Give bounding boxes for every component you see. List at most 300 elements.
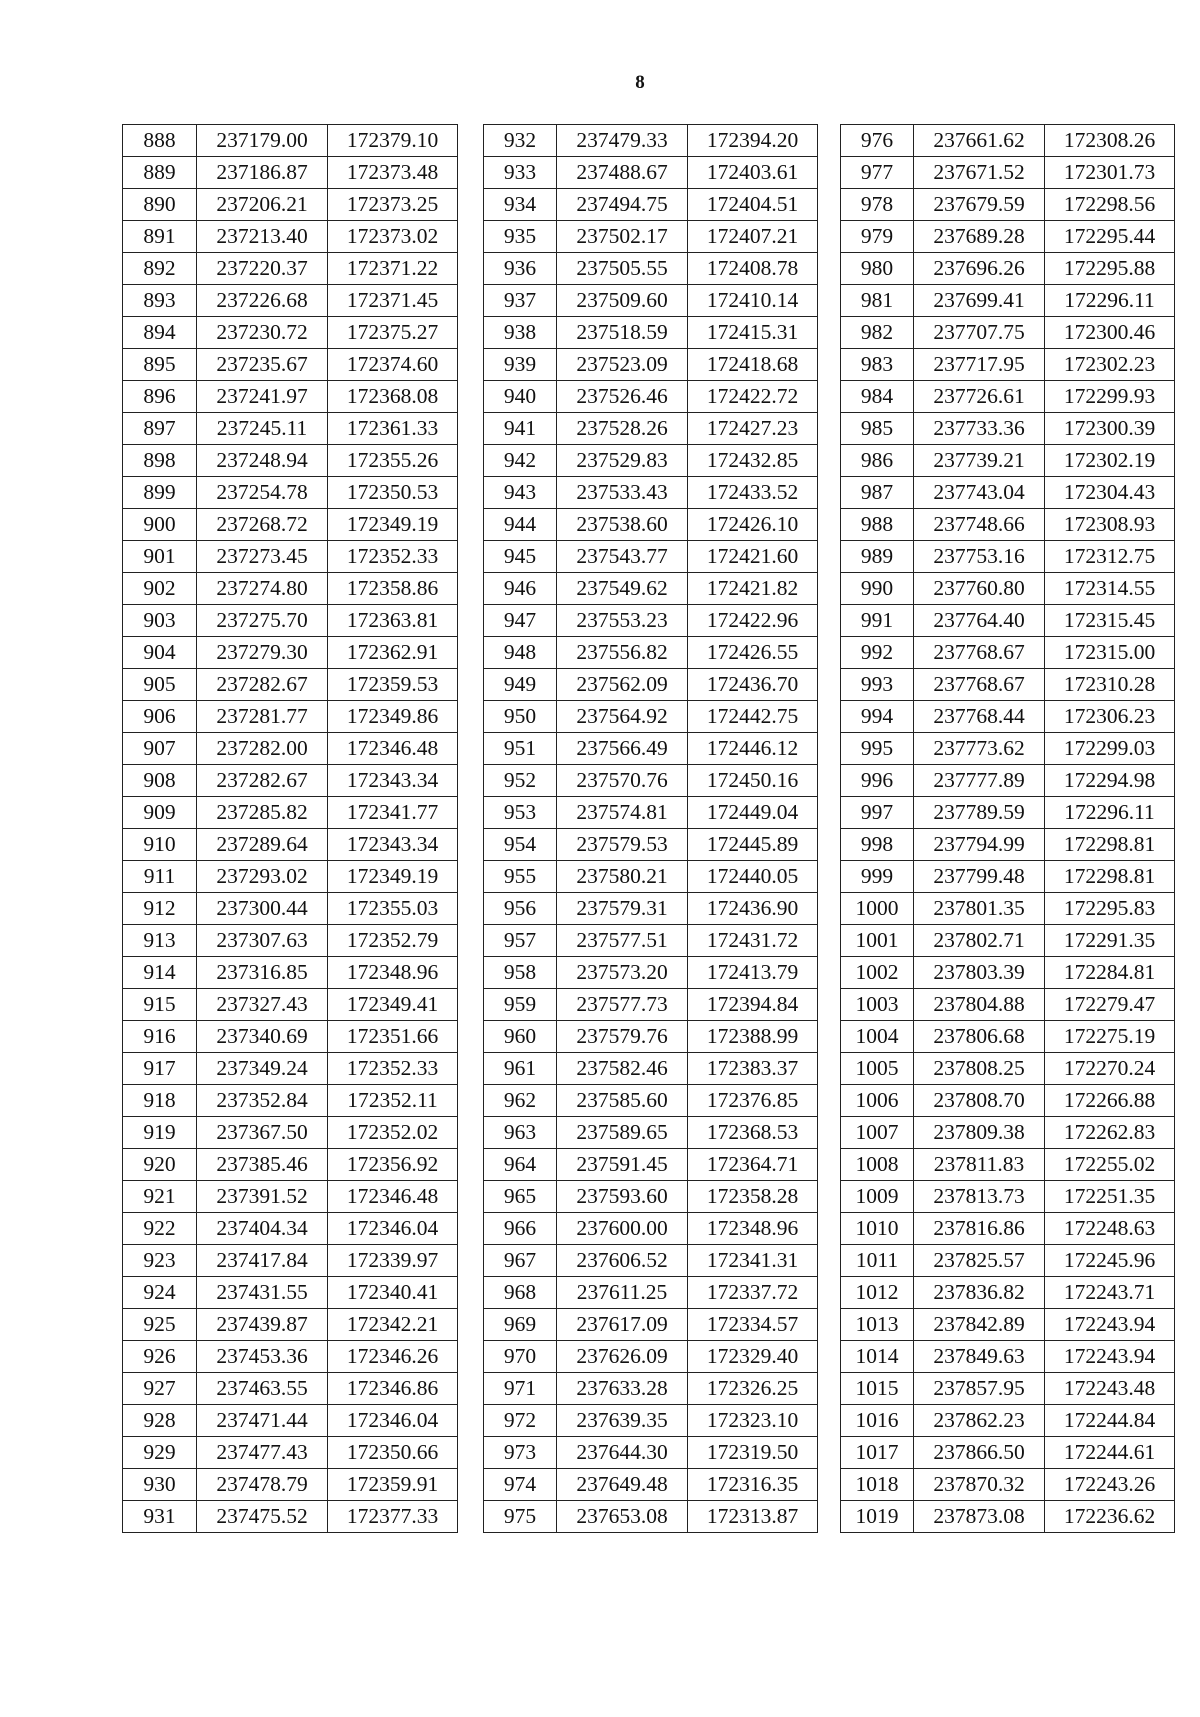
- point-number-cell: 975: [484, 1501, 557, 1533]
- y-coordinate-cell: 172383.37: [688, 1053, 818, 1085]
- table-row: [123, 669, 458, 701]
- table-row: [841, 317, 1175, 349]
- x-coordinate-cell: 237431.55: [197, 1277, 328, 1309]
- point-number-cell: 1014: [841, 1341, 914, 1373]
- y-coordinate-cell: 172343.34: [328, 829, 458, 861]
- x-coordinate-cell: 237340.69: [197, 1021, 328, 1053]
- table-row: [841, 1277, 1175, 1309]
- x-coordinate-cell: 237556.82: [557, 637, 688, 669]
- coordinates-table-3: [840, 124, 1175, 1533]
- point-number-cell: 955: [484, 861, 557, 893]
- point-number-cell: 996: [841, 765, 914, 797]
- x-coordinate-cell: 237857.95: [914, 1373, 1045, 1405]
- x-coordinate-cell: 237589.65: [557, 1117, 688, 1149]
- x-coordinate-cell: 237518.59: [557, 317, 688, 349]
- y-coordinate-cell: 172295.88: [1045, 253, 1175, 285]
- x-coordinate-cell: 237862.23: [914, 1405, 1045, 1437]
- x-coordinate-cell: 237777.89: [914, 765, 1045, 797]
- y-coordinate-cell: 172376.85: [688, 1085, 818, 1117]
- x-coordinate-cell: 237696.26: [914, 253, 1045, 285]
- x-coordinate-cell: 237463.55: [197, 1373, 328, 1405]
- y-coordinate-cell: 172346.48: [328, 1181, 458, 1213]
- y-coordinate-cell: 172340.41: [328, 1277, 458, 1309]
- y-coordinate-cell: 172363.81: [328, 605, 458, 637]
- x-coordinate-cell: 237639.35: [557, 1405, 688, 1437]
- y-coordinate-cell: 172245.96: [1045, 1245, 1175, 1277]
- point-number-cell: 974: [484, 1469, 557, 1501]
- x-coordinate-cell: 237529.83: [557, 445, 688, 477]
- x-coordinate-cell: 237282.67: [197, 765, 328, 797]
- y-coordinate-cell: 172291.35: [1045, 925, 1175, 957]
- point-number-cell: 913: [123, 925, 197, 957]
- point-number-cell: 951: [484, 733, 557, 765]
- y-coordinate-cell: 172442.75: [688, 701, 818, 733]
- table-row: [841, 1501, 1175, 1533]
- y-coordinate-cell: 172243.71: [1045, 1277, 1175, 1309]
- table-row: [123, 861, 458, 893]
- point-number-cell: 938: [484, 317, 557, 349]
- table-row: [123, 1053, 458, 1085]
- x-coordinate-cell: 237873.08: [914, 1501, 1045, 1533]
- point-number-cell: 1006: [841, 1085, 914, 1117]
- point-number-cell: 991: [841, 605, 914, 637]
- y-coordinate-cell: 172315.00: [1045, 637, 1175, 669]
- y-coordinate-cell: 172431.72: [688, 925, 818, 957]
- y-coordinate-cell: 172352.11: [328, 1085, 458, 1117]
- point-number-cell: 959: [484, 989, 557, 1021]
- x-coordinate-cell: 237273.45: [197, 541, 328, 573]
- point-number-cell: 969: [484, 1309, 557, 1341]
- x-coordinate-cell: 237248.94: [197, 445, 328, 477]
- point-number-cell: 985: [841, 413, 914, 445]
- x-coordinate-cell: 237825.57: [914, 1245, 1045, 1277]
- table-row: [841, 1117, 1175, 1149]
- point-number-cell: 966: [484, 1213, 557, 1245]
- table-row: [841, 1181, 1175, 1213]
- x-coordinate-cell: 237799.48: [914, 861, 1045, 893]
- table-row: [484, 253, 818, 285]
- x-coordinate-cell: 237553.23: [557, 605, 688, 637]
- x-coordinate-cell: 237564.92: [557, 701, 688, 733]
- point-number-cell: 912: [123, 893, 197, 925]
- table-row: [123, 1373, 458, 1405]
- point-number-cell: 1009: [841, 1181, 914, 1213]
- table-row: [484, 125, 818, 157]
- point-number-cell: 960: [484, 1021, 557, 1053]
- page-number: 8: [635, 72, 645, 93]
- point-number-cell: 924: [123, 1277, 197, 1309]
- y-coordinate-cell: 172346.26: [328, 1341, 458, 1373]
- y-coordinate-cell: 172262.83: [1045, 1117, 1175, 1149]
- x-coordinate-cell: 237352.84: [197, 1085, 328, 1117]
- x-coordinate-cell: 237566.49: [557, 733, 688, 765]
- x-coordinate-cell: 237842.89: [914, 1309, 1045, 1341]
- point-number-cell: 918: [123, 1085, 197, 1117]
- y-coordinate-cell: 172304.43: [1045, 477, 1175, 509]
- y-coordinate-cell: 172315.45: [1045, 605, 1175, 637]
- y-coordinate-cell: 172362.91: [328, 637, 458, 669]
- point-number-cell: 911: [123, 861, 197, 893]
- table-row: [841, 1245, 1175, 1277]
- x-coordinate-cell: 237813.73: [914, 1181, 1045, 1213]
- point-number-cell: 901: [123, 541, 197, 573]
- point-number-cell: 982: [841, 317, 914, 349]
- x-coordinate-cell: 237626.09: [557, 1341, 688, 1373]
- table-row: [841, 1021, 1175, 1053]
- table-row: [484, 1053, 818, 1085]
- table-row: [123, 413, 458, 445]
- point-number-cell: 930: [123, 1469, 197, 1501]
- table-row: [123, 701, 458, 733]
- y-coordinate-cell: 172284.81: [1045, 957, 1175, 989]
- x-coordinate-cell: 237649.48: [557, 1469, 688, 1501]
- y-coordinate-cell: 172300.39: [1045, 413, 1175, 445]
- y-coordinate-cell: 172295.83: [1045, 893, 1175, 925]
- point-number-cell: 973: [484, 1437, 557, 1469]
- y-coordinate-cell: 172243.94: [1045, 1341, 1175, 1373]
- y-coordinate-cell: 172407.21: [688, 221, 818, 253]
- point-number-cell: 945: [484, 541, 557, 573]
- table-row: [841, 1341, 1175, 1373]
- y-coordinate-cell: 172343.34: [328, 765, 458, 797]
- point-number-cell: 894: [123, 317, 197, 349]
- table-row: [484, 445, 818, 477]
- table-row: [484, 285, 818, 317]
- point-number-cell: 937: [484, 285, 557, 317]
- point-number-cell: 888: [123, 125, 197, 157]
- point-number-cell: 957: [484, 925, 557, 957]
- y-coordinate-cell: 172296.11: [1045, 285, 1175, 317]
- x-coordinate-cell: 237611.25: [557, 1277, 688, 1309]
- point-number-cell: 1008: [841, 1149, 914, 1181]
- x-coordinate-cell: 237836.82: [914, 1277, 1045, 1309]
- table-row: [841, 957, 1175, 989]
- table-row: [484, 541, 818, 573]
- y-coordinate-cell: 172342.21: [328, 1309, 458, 1341]
- y-coordinate-cell: 172243.48: [1045, 1373, 1175, 1405]
- table-row: [484, 669, 818, 701]
- table-row: [123, 285, 458, 317]
- y-coordinate-cell: 172295.44: [1045, 221, 1175, 253]
- table-row: [841, 349, 1175, 381]
- point-number-cell: 978: [841, 189, 914, 221]
- table-row: [841, 1149, 1175, 1181]
- table-row: [484, 861, 818, 893]
- table-row: [123, 1277, 458, 1309]
- x-coordinate-cell: 237699.41: [914, 285, 1045, 317]
- point-number-cell: 921: [123, 1181, 197, 1213]
- point-number-cell: 931: [123, 1501, 197, 1533]
- table-row: [841, 509, 1175, 541]
- y-coordinate-cell: 172373.02: [328, 221, 458, 253]
- x-coordinate-cell: 237570.76: [557, 765, 688, 797]
- table-row: [484, 381, 818, 413]
- y-coordinate-cell: 172270.24: [1045, 1053, 1175, 1085]
- point-number-cell: 897: [123, 413, 197, 445]
- table-row: [123, 157, 458, 189]
- point-number-cell: 989: [841, 541, 914, 573]
- table-row: [841, 1437, 1175, 1469]
- y-coordinate-cell: 172356.92: [328, 1149, 458, 1181]
- y-coordinate-cell: 172422.72: [688, 381, 818, 413]
- x-coordinate-cell: 237471.44: [197, 1405, 328, 1437]
- x-coordinate-cell: 237385.46: [197, 1149, 328, 1181]
- x-coordinate-cell: 237220.37: [197, 253, 328, 285]
- table-row: [484, 317, 818, 349]
- x-coordinate-cell: 237526.46: [557, 381, 688, 413]
- x-coordinate-cell: 237794.99: [914, 829, 1045, 861]
- table-row: [123, 541, 458, 573]
- point-number-cell: 946: [484, 573, 557, 605]
- y-coordinate-cell: 172313.87: [688, 1501, 818, 1533]
- y-coordinate-cell: 172364.71: [688, 1149, 818, 1181]
- x-coordinate-cell: 237543.77: [557, 541, 688, 573]
- y-coordinate-cell: 172314.55: [1045, 573, 1175, 605]
- x-coordinate-cell: 237739.21: [914, 445, 1045, 477]
- coordinates-table-1: [122, 124, 458, 1533]
- y-coordinate-cell: 172275.19: [1045, 1021, 1175, 1053]
- point-number-cell: 965: [484, 1181, 557, 1213]
- x-coordinate-cell: 237282.00: [197, 733, 328, 765]
- x-coordinate-cell: 237391.52: [197, 1181, 328, 1213]
- x-coordinate-cell: 237579.76: [557, 1021, 688, 1053]
- y-coordinate-cell: 172308.93: [1045, 509, 1175, 541]
- table-row: [841, 989, 1175, 1021]
- y-coordinate-cell: 172255.02: [1045, 1149, 1175, 1181]
- point-number-cell: 1012: [841, 1277, 914, 1309]
- x-coordinate-cell: 237870.32: [914, 1469, 1045, 1501]
- table-row: [841, 797, 1175, 829]
- x-coordinate-cell: 237404.34: [197, 1213, 328, 1245]
- point-number-cell: 893: [123, 285, 197, 317]
- table-row: [123, 925, 458, 957]
- table-row: [841, 189, 1175, 221]
- x-coordinate-cell: 237488.67: [557, 157, 688, 189]
- point-number-cell: 905: [123, 669, 197, 701]
- x-coordinate-cell: 237254.78: [197, 477, 328, 509]
- x-coordinate-cell: 237816.86: [914, 1213, 1045, 1245]
- y-coordinate-cell: 172298.81: [1045, 861, 1175, 893]
- point-number-cell: 929: [123, 1437, 197, 1469]
- y-coordinate-cell: 172373.48: [328, 157, 458, 189]
- point-number-cell: 902: [123, 573, 197, 605]
- table-row: [123, 1309, 458, 1341]
- table-row: [841, 285, 1175, 317]
- table-row: [841, 445, 1175, 477]
- x-coordinate-cell: 237241.97: [197, 381, 328, 413]
- y-coordinate-cell: 172351.66: [328, 1021, 458, 1053]
- y-coordinate-cell: 172403.61: [688, 157, 818, 189]
- y-coordinate-cell: 172346.04: [328, 1405, 458, 1437]
- table-row: [484, 701, 818, 733]
- point-number-cell: 899: [123, 477, 197, 509]
- point-number-cell: 908: [123, 765, 197, 797]
- x-coordinate-cell: 237804.88: [914, 989, 1045, 1021]
- x-coordinate-cell: 237644.30: [557, 1437, 688, 1469]
- point-number-cell: 979: [841, 221, 914, 253]
- x-coordinate-cell: 237573.20: [557, 957, 688, 989]
- y-coordinate-cell: 172432.85: [688, 445, 818, 477]
- x-coordinate-cell: 237226.68: [197, 285, 328, 317]
- point-number-cell: 933: [484, 157, 557, 189]
- x-coordinate-cell: 237505.55: [557, 253, 688, 285]
- x-coordinate-cell: 237300.44: [197, 893, 328, 925]
- y-coordinate-cell: 172373.25: [328, 189, 458, 221]
- x-coordinate-cell: 237274.80: [197, 573, 328, 605]
- coordinates-table-2: [483, 124, 818, 1533]
- y-coordinate-cell: 172422.96: [688, 605, 818, 637]
- y-coordinate-cell: 172352.02: [328, 1117, 458, 1149]
- y-coordinate-cell: 172418.68: [688, 349, 818, 381]
- x-coordinate-cell: 237653.08: [557, 1501, 688, 1533]
- x-coordinate-cell: 237801.35: [914, 893, 1045, 925]
- table-row: [123, 1341, 458, 1373]
- y-coordinate-cell: 172445.89: [688, 829, 818, 861]
- point-number-cell: 943: [484, 477, 557, 509]
- table-row: [123, 1085, 458, 1117]
- y-coordinate-cell: 172349.41: [328, 989, 458, 1021]
- point-number-cell: 964: [484, 1149, 557, 1181]
- y-coordinate-cell: 172326.25: [688, 1373, 818, 1405]
- point-number-cell: 903: [123, 605, 197, 637]
- y-coordinate-cell: 172394.84: [688, 989, 818, 1021]
- point-number-cell: 1019: [841, 1501, 914, 1533]
- table-row: [123, 605, 458, 637]
- point-number-cell: 898: [123, 445, 197, 477]
- point-number-cell: 1015: [841, 1373, 914, 1405]
- point-number-cell: 976: [841, 125, 914, 157]
- table-row: [841, 893, 1175, 925]
- y-coordinate-cell: 172310.28: [1045, 669, 1175, 701]
- x-coordinate-cell: 237494.75: [557, 189, 688, 221]
- x-coordinate-cell: 237453.36: [197, 1341, 328, 1373]
- y-coordinate-cell: 172421.60: [688, 541, 818, 573]
- point-number-cell: 941: [484, 413, 557, 445]
- x-coordinate-cell: 237803.39: [914, 957, 1045, 989]
- point-number-cell: 900: [123, 509, 197, 541]
- point-number-cell: 914: [123, 957, 197, 989]
- table-row: [123, 1469, 458, 1501]
- y-coordinate-cell: 172329.40: [688, 1341, 818, 1373]
- x-coordinate-cell: 237475.52: [197, 1501, 328, 1533]
- y-coordinate-cell: 172299.03: [1045, 733, 1175, 765]
- y-coordinate-cell: 172349.19: [328, 509, 458, 541]
- table-row: [123, 125, 458, 157]
- table-row: [484, 829, 818, 861]
- y-coordinate-cell: 172319.50: [688, 1437, 818, 1469]
- point-number-cell: 1005: [841, 1053, 914, 1085]
- table-row: [484, 1181, 818, 1213]
- y-coordinate-cell: 172375.27: [328, 317, 458, 349]
- point-number-cell: 1004: [841, 1021, 914, 1053]
- table-row: [841, 1405, 1175, 1437]
- point-number-cell: 895: [123, 349, 197, 381]
- x-coordinate-cell: 237577.73: [557, 989, 688, 1021]
- x-coordinate-cell: 237235.67: [197, 349, 328, 381]
- table-row: [484, 509, 818, 541]
- table-row: [484, 989, 818, 1021]
- x-coordinate-cell: 237748.66: [914, 509, 1045, 541]
- point-number-cell: 907: [123, 733, 197, 765]
- y-coordinate-cell: 172379.10: [328, 125, 458, 157]
- table-row: [123, 829, 458, 861]
- point-number-cell: 904: [123, 637, 197, 669]
- point-number-cell: 954: [484, 829, 557, 861]
- table-row: [123, 765, 458, 797]
- table-row: [841, 413, 1175, 445]
- x-coordinate-cell: 237279.30: [197, 637, 328, 669]
- y-coordinate-cell: 172427.23: [688, 413, 818, 445]
- table-row: [841, 637, 1175, 669]
- x-coordinate-cell: 237367.50: [197, 1117, 328, 1149]
- x-coordinate-cell: 237689.28: [914, 221, 1045, 253]
- table-row: [123, 733, 458, 765]
- table-row: [484, 1405, 818, 1437]
- x-coordinate-cell: 237285.82: [197, 797, 328, 829]
- point-number-cell: 986: [841, 445, 914, 477]
- point-number-cell: 958: [484, 957, 557, 989]
- x-coordinate-cell: 237808.70: [914, 1085, 1045, 1117]
- table-row: [841, 765, 1175, 797]
- y-coordinate-cell: 172300.46: [1045, 317, 1175, 349]
- table-row: [123, 797, 458, 829]
- x-coordinate-cell: 237593.60: [557, 1181, 688, 1213]
- table-row: [484, 637, 818, 669]
- point-number-cell: 922: [123, 1213, 197, 1245]
- x-coordinate-cell: 237743.04: [914, 477, 1045, 509]
- point-number-cell: 998: [841, 829, 914, 861]
- point-number-cell: 987: [841, 477, 914, 509]
- x-coordinate-cell: 237633.28: [557, 1373, 688, 1405]
- x-coordinate-cell: 237230.72: [197, 317, 328, 349]
- point-number-cell: 889: [123, 157, 197, 189]
- x-coordinate-cell: 237579.53: [557, 829, 688, 861]
- y-coordinate-cell: 172377.33: [328, 1501, 458, 1533]
- y-coordinate-cell: 172388.99: [688, 1021, 818, 1053]
- point-number-cell: 992: [841, 637, 914, 669]
- x-coordinate-cell: 237717.95: [914, 349, 1045, 381]
- point-number-cell: 950: [484, 701, 557, 733]
- y-coordinate-cell: 172298.56: [1045, 189, 1175, 221]
- x-coordinate-cell: 237789.59: [914, 797, 1045, 829]
- point-number-cell: 1000: [841, 893, 914, 925]
- table-row: [484, 605, 818, 637]
- x-coordinate-cell: 237289.64: [197, 829, 328, 861]
- table-row: [484, 1501, 818, 1533]
- y-coordinate-cell: 172294.98: [1045, 765, 1175, 797]
- point-number-cell: 890: [123, 189, 197, 221]
- y-coordinate-cell: 172446.12: [688, 733, 818, 765]
- table-row: [484, 189, 818, 221]
- y-coordinate-cell: 172341.77: [328, 797, 458, 829]
- y-coordinate-cell: 172346.48: [328, 733, 458, 765]
- x-coordinate-cell: 237760.80: [914, 573, 1045, 605]
- y-coordinate-cell: 172296.11: [1045, 797, 1175, 829]
- x-coordinate-cell: 237768.67: [914, 637, 1045, 669]
- table-row: [841, 541, 1175, 573]
- y-coordinate-cell: 172433.52: [688, 477, 818, 509]
- x-coordinate-cell: 237478.79: [197, 1469, 328, 1501]
- table-row: [484, 1437, 818, 1469]
- x-coordinate-cell: 237293.02: [197, 861, 328, 893]
- table-row: [484, 733, 818, 765]
- table-row: [484, 157, 818, 189]
- y-coordinate-cell: 172421.82: [688, 573, 818, 605]
- point-number-cell: 968: [484, 1277, 557, 1309]
- table-row: [484, 765, 818, 797]
- point-number-cell: 916: [123, 1021, 197, 1053]
- table-row: [123, 221, 458, 253]
